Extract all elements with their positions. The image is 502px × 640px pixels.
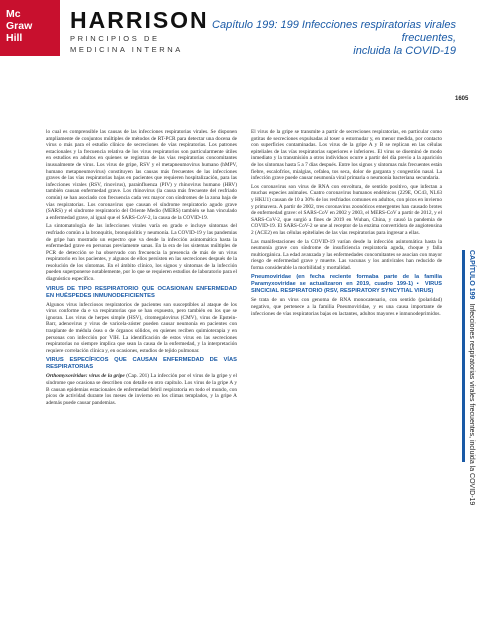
- paragraph: Los coronavirus son virus de RNA con envoltura, de sentido positivo, que infectan a muchas especies animales. Cuatro coronavirus humanos endémicos (229E, OC43, NL63 y HKU1) causan de 10 a 30% de los resfriados comunes en adultos, con picos en invierno y primavera. A partir de 2002, tres coronavirus zoonóticos emergentes han causado brotes de enfermedad grave: el SARS-CoV en 2002 y 2003, el MERS-CoV a partir de 2012, y el SARS-CoV-2, que surgió a fines de 2019 en Wuhan, China, y causó la pandemia de COVID-19. El SARS-CoV-2 se une al receptor de la enzima convertidora de angiotensina 2 (ACE2) en las células epiteliales de las vías respiratorias para ingresar a ellas.: [251, 183, 442, 236]
- right-column: [251, 129, 442, 319]
- chapter-side-tab: [462, 250, 480, 506]
- paragraph: La sintomatología de las infecciones virales varía en grado e incluye síntomas del resfriado común a la bronquitis, bronquiolitis y neumonía. La COVID-19 y las pandemias de gripe han mostrado un espectro que va desde la infección asintomática hasta la enfermedad grave en personas previamente sanas. En la era de los sistemas múltiples de PCR de detección se ha observado con frecuencia la presencia de más de un virus respiratorio en los pacientes, y algunos de ellos persisten en las secreciones después de la resolución de los síntomas. En el ámbito clínico, los signos y síntomas de la infección pueden superponerse notablemente, por lo que se requieren estudios de laboratorio para el diagnóstico específico.: [46, 223, 237, 283]
- brand-subtitle-1: PRINCIPIOS DE: [70, 34, 160, 43]
- book-brand: [70, 8, 209, 54]
- subsection-heading: Pneumoviridae (en fecha reciente formaba parte de la familia Paramyxoviridae se actualizaron en 2019, cuadro 199-1) ▪ VIRUS SINCICIAL RESPIRATORIO (RSV, RESPIRATORY SYNCYTIAL VIRUS): [251, 274, 442, 295]
- logo-line-1: Mc: [6, 8, 21, 20]
- side-tab-chapter: CAPÍTULO 199: [468, 250, 475, 300]
- logo-line-2: Graw: [6, 20, 33, 32]
- logo-line-3: Hill: [6, 32, 23, 44]
- publisher-logo: [0, 0, 60, 56]
- page-number: 1605: [455, 96, 469, 102]
- paragraph: Las manifestaciones de la COVID-19 varían desde la infección asintomática hasta la neumonía grave con síndrome de insuficiencia respiratoria aguda, choque y falla multiorgánica. La edad avanzada y las enfermedades concomitantes se asocian con mayor riesgo de enfermedad grave y muerte. Las vacunas y los antivirales han reducido de forma considerable la morbilidad y mortalidad.: [251, 238, 442, 271]
- chapter-title-line-2: incluida la COVID-19: [353, 45, 456, 57]
- side-tab-label: [462, 250, 480, 506]
- section-heading: VIRUS DE TIPO RESPIRATORIO QUE OCASIONAN ENFERMEDAD EN HUÉSPEDES INMUNODEFICIENTES: [46, 285, 237, 299]
- side-tab-text: Infecciones respiratorias virales frecuentes, incluida la COVID-19: [468, 303, 475, 506]
- brand-subtitle-2: MEDICINA INTERNA: [70, 45, 183, 54]
- paragraph: Algunos virus infecciosos respiratorios de pacientes son susceptibles al ataque de los virus conforme da e va respiratorias que se han expuesto, pero también en los que se ignoran. Los virus de herpes simple (HSV), citomegalovirus (CMV), virus de Epstein-Barr, adenovirus y virus de varicela-zóster pueden causar neumonía en pacientes con trasplante de médula ósea o de órganos sólidos, en quienes reciben quimioterapia y en personas con infección por VIH. La identificación de estos virus en las secreciones respiratorias no siempre implica que sean la causa de la enfermedad, y la interpretación requiere correlación clínica y, en ocasiones, estudios de tejido pulmonar.: [46, 301, 237, 354]
- chapter-title: [206, 19, 456, 58]
- paragraph: lo cual es comprensible las causas de las infecciones respiratorias virales. Se disponen ampliamente de conjuntos múltiples de métodos de RT-PCR para detectar una docena de virus o más para el estudio clínico de secreciones de vías respiratorias. Los patrones estacionales y la frecuencia relativa de los virus respiratorios son particularmente útiles en estudios en adultos en quienes se registran de las vías respiratorias concomitantes inusualmente de virus. Los virus de gripe, RSV y el metapneumovirus humano (hMPV, humano metapneumovirus) constituyen las causas más frecuentes de las infecciones graves de las vías respiratorias bajas en pacientes que requieren hospitalización, para las infecciones virales (RSV, rinovirus), parainfluenza (PIV) y rhinovirus humano (HRV) también causan enfermedad grave. Los rhinovirus (la causa más frecuente del resfriado común) se han asociado con frecuencia cada vez mayor con síndromes de la zona baja de vías respiratorias. Los coronavirus que causan el síndrome respiratorio agudo grave (SARS) y el síndrome respiratorio del Oriente Medio (MERS) también se han vinculado a enfermedad grave, al igual que el SARS-CoV-2, la causa de la COVID-19.: [46, 129, 237, 221]
- paragraph: El virus de la gripe se transmite a partir de secreciones respiratorias, en particular como gotitas de secreciones expulsadas al toser o estornudar y, en menor medida, por contacto con superficies contaminadas. Los virus de la gripe A y B se replican en las células epiteliales de las vías respiratorias superiores e inferiores. El virus se diseminó de modo inmediato y la transmisión a otros individuos ocurre a partir del día previo a la aparición de los síntomas hasta 5 a 7 días después. Entre los signos y síntomas más frecuentes están fiebre, escalofríos, mialgias, cefalea, tos seca, dolor de garganta y congestión nasal. La infección grave puede causar neumonía viral primaria o neumonía bacteriana secundaria.: [251, 129, 442, 182]
- section-heading: VIRUS ESPECÍFICOS QUE CAUSAN ENFERMEDAD DE VÍAS RESPIRATORIAS: [46, 357, 237, 371]
- chapter-title-line-1: Capítulo 199: 199 Infecciones respiratorias virales frecuentes,: [212, 19, 456, 44]
- subsection-title: Orthomyxoviridae: virus de la gripe: [46, 373, 125, 380]
- paragraph: Se trata de un virus con genoma de RNA monocatenario, con sentido (polaridad) negativo, que pertenece a la familia Pneumoviridae, y es una causa importante de infecciones de vías respiratorias bajas en lactantes, adultos mayores e inmunodeprimidos.: [251, 297, 442, 317]
- left-column: [46, 129, 237, 408]
- brand-name: HARRISON: [70, 7, 209, 33]
- paragraph-text: (Cap. 201) La infección por el virus de la gripe y el síndrome que ocasiona se describen con detalle en otro capítulo. Los virus de la gripe A y B causan epidemias estacionales de enfermedad febril respiratoria en todo el mundo, con picos de actividad durante los meses de invierno en los climas templados, y la gripe A además puede causar pandemias.: [46, 373, 238, 406]
